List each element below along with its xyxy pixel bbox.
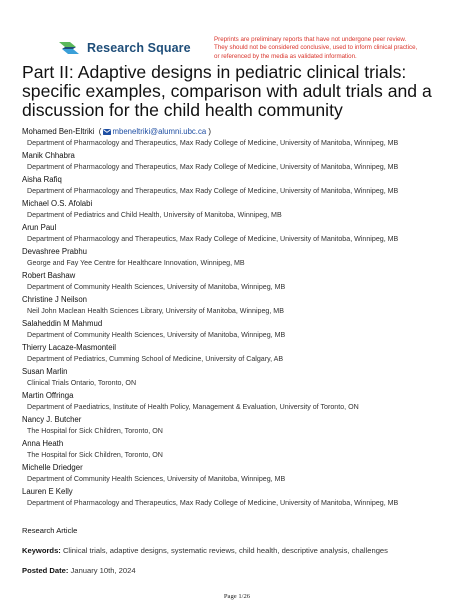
posted-date-line (22, 566, 462, 575)
author-name (22, 127, 468, 139)
author-entry (22, 127, 468, 151)
disclaimer-line: They should not be considered conclusive, used to inform clinical practice, (214, 44, 418, 52)
author-email-link[interactable]: mbeneltriki@alumni.ubc.ca (112, 127, 207, 136)
author-entry (22, 391, 468, 415)
author-affiliation: George and Fay Yee Centre for Healthcare Innovation, Winnipeg, MB (27, 259, 245, 268)
disclaimer-line: Preprints are preliminary reports that have not undergone peer review. (214, 36, 407, 43)
author-entry (22, 223, 468, 247)
author-name-text: Mohamed Ben-Eltriki (22, 127, 95, 136)
author-affiliation: Department of Community Health Sciences, University of Manitoba, Winnipeg, MB (27, 331, 286, 340)
author-entry (22, 415, 468, 439)
author-entry (22, 271, 468, 295)
envelope-icon (103, 128, 111, 138)
author-entry (22, 247, 468, 271)
author-name: Anna Heath (22, 438, 64, 448)
author-affiliation: Department of Pharmacology and Therapeutics, Max Rady College of Medicine, University of Manitoba, Winnipeg, MB (27, 163, 399, 172)
keywords-value: Clinical trials, adaptive designs, systematic reviews, child health, descriptive analysis, challenges (62, 546, 388, 555)
author-entry (22, 319, 468, 343)
author-entry (22, 487, 468, 511)
author-name: Martin Offringa (22, 390, 74, 400)
author-entry (22, 295, 468, 319)
keywords-line (22, 546, 462, 555)
author-affiliation: Department of Pharmacology and Therapeutics, Max Rady College of Medicine, University of Manitoba, Winnipeg, MB (27, 139, 399, 148)
author-name: Michael O.S. Afolabi (22, 198, 93, 208)
disclaimer-line: or referenced by the media as validated information. (214, 52, 357, 60)
author-affiliation: The Hospital for Sick Children, Toronto, ON (27, 450, 163, 459)
author-affiliation: Department of Pediatrics and Child Health, University of Manitoba, Winnipeg, MB (27, 211, 282, 220)
author-name: Nancy J. Butcher (22, 414, 82, 424)
author-affiliation: Department of Community Health Sciences, University of Manitoba, Winnipeg, MB (27, 474, 286, 483)
author-affiliation: Department of Community Health Sciences, University of Manitoba, Winnipeg, MB (27, 283, 286, 292)
author-list (22, 127, 468, 511)
posted-date-label: Posted Date: (22, 566, 69, 575)
author-entry (22, 463, 468, 487)
preprint-disclaimer (214, 36, 464, 61)
author-affiliation: Department of Pharmacology and Therapeutics, Max Rady College of Medicine, University of Manitoba, Winnipeg, MB (27, 235, 399, 244)
author-affiliation: Clinical Trials Ontario, Toronto, ON (27, 379, 137, 388)
research-square-logo-icon (56, 39, 82, 57)
paper-title: Part II: Adaptive designs in pediatric clinical trials: specific examples, comparison with adult trials and a discussion for the child health community (22, 62, 432, 120)
author-name: Christine J Neilson (22, 294, 87, 304)
keywords-label: Keywords: (22, 546, 61, 555)
author-entry (22, 175, 468, 199)
posted-date-value: January 10th, 2024 (70, 566, 136, 575)
author-affiliation: Department of Paediatrics, Institute of Health Policy, Management & Evaluation, University of Toronto, ON (27, 403, 359, 412)
email-group: ( mbeneltriki@alumni.ubc.ca ) (96, 127, 211, 136)
author-entry (22, 439, 468, 463)
author-entry (22, 199, 468, 223)
author-name: Salaheddin M Mahmud (22, 318, 103, 328)
author-affiliation: The Hospital for Sick Children, Toronto, ON (27, 427, 163, 435)
author-name: Lauren E Kelly (22, 486, 73, 496)
author-entry (22, 151, 468, 175)
page-number: Page 1/26 (223, 593, 251, 600)
author-name: Manik Chhabra (22, 150, 75, 160)
author-name: Susan Marlin (22, 366, 68, 376)
author-name: Devashree Prabhu (22, 246, 88, 256)
author-affiliation: Neil John Maclean Health Sciences Library, University of Manitoba, Winnipeg, MB (27, 307, 284, 316)
author-affiliation: Department of Pharmacology and Therapeutics, Max Rady College of Medicine, University of Manitoba, Winnipeg, MB (27, 498, 399, 507)
author-name: Arun Paul (22, 222, 57, 232)
author-entry (22, 343, 468, 367)
logo-text: Research Square (87, 41, 191, 55)
author-name: Aisha Rafiq (22, 174, 62, 184)
author-affiliation: Department of Pharmacology and Therapeutics, Max Rady College of Medicine, University of Manitoba, Winnipeg, MB (27, 187, 399, 196)
author-entry (22, 367, 468, 391)
research-square-logo[interactable] (56, 39, 191, 57)
article-type: Research Article (22, 526, 78, 535)
author-name: Robert Bashaw (22, 270, 76, 280)
author-affiliation: Department of Pediatrics, Cumming School of Medicine, University of Calgary, AB (27, 355, 284, 364)
author-name: Michelle Driedger (22, 462, 83, 472)
author-name: Thierry Lacaze-Masmonteil (22, 342, 117, 352)
